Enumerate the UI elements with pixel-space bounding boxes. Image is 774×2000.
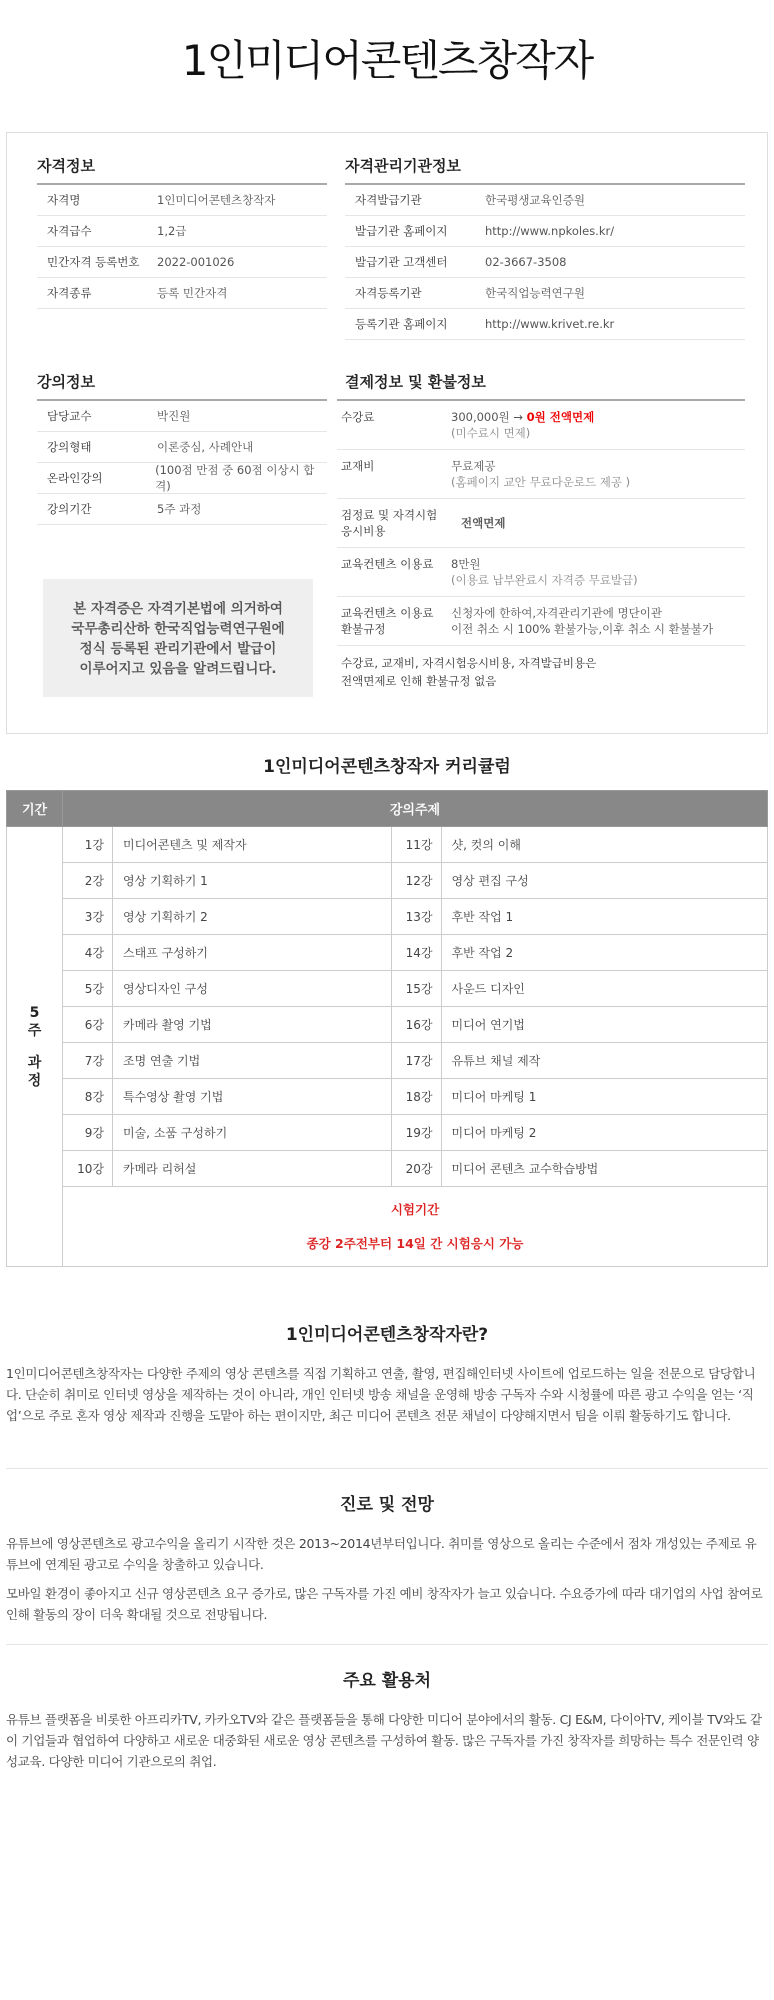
exam-label: 시험기간 [390,1201,440,1217]
exam-fee-key: 검정료 및 자격시험 [341,508,438,522]
lesson-title: 카메라 리허설 [113,1151,392,1187]
payment-heading: 결제정보 및 환불정보 [337,371,745,401]
lecture-row [37,463,327,494]
lesson-title: 미디어콘텐츠 및 제작자 [113,827,392,863]
qual-row [37,216,327,247]
career-paragraph: 모바일 환경이 좋아지고 신규 영상콘텐츠 요구 증가로, 많은 구독자를 가진 예비 창작자가 늘고 있습니다. 수요증가에 따라 대기업의 사업 참여로 인해 활동의 장이 더욱 확대될 것으로 전망됩니다. [6,1586,763,1622]
table-row [7,971,768,1007]
content-fee-row [337,548,745,597]
lecture-value: (100점 만점 중 60점 이상시 합격) [155,463,315,493]
lesson-title: 스태프 구성하기 [113,935,392,971]
refund-key: 교육컨텐츠 이용료 [341,606,434,620]
divider [6,1644,768,1645]
mgmt-key: 자격등록기관 [355,286,422,300]
usage-paragraph: 유튜브 플랫폼을 비롯한 아프리카TV, 카카오TV와 같은 플랫폼들을 통해 다양한 미디어 분야에서의 활동. CJ E&M, 다이아TV, 케이블 TV와도 같이 기업들과 협업하여 다양하고 새로운 대중화된 새로운 영상 콘텐츠를 구성하여 활동. 많은 구독자를 가진 창작자를 희망하는 특수 전문인력 양성교육. 다양한 미디어 기관으로의 취업. [6,1712,762,1769]
lesson-title: 후반 작업 2 [441,935,767,971]
content-fee-value: 8만원 [451,557,481,571]
payment-footer-line: 전액면제로 인해 환불규정 없음 [341,674,497,688]
qual-key: 자격급수 [47,224,92,238]
lesson-title: 미디어 콘텐츠 교수학습방법 [441,1151,767,1187]
qual-row [37,185,327,216]
refund-value-2: 이전 취소 시 100% 환불가능,이후 취소 시 환불불가 [451,622,714,636]
material-key: 교재비 [341,459,375,473]
lesson-number: 3강 [63,899,113,935]
fee-row [337,401,745,450]
mgmt-key: 발급기관 홈페이지 [355,224,448,238]
payment-footer [337,646,745,698]
lecture-row [37,494,327,525]
period-label: 5 [29,1004,40,1021]
lecture-value: 5주 과정 [157,502,202,516]
lesson-title: 샷, 컷의 이해 [441,827,767,863]
qual-value: 2022-001026 [157,255,235,269]
exam-cell [63,1187,768,1267]
career-heading: 진로 및 전망 [340,1495,434,1515]
curriculum-table [6,790,768,1267]
info-box [6,132,768,734]
mgmt-row [345,247,745,278]
mgmt-key: 등록기관 홈페이지 [355,317,448,331]
mgmt-row [345,185,745,216]
qual-value: 등록 민간자격 [157,286,228,300]
mgmt-info-section [345,155,745,340]
lesson-number: 19강 [391,1115,441,1151]
qual-key: 자격명 [47,193,81,207]
period-label: 정 [27,1072,42,1089]
table-row [7,1115,768,1151]
qual-value: 1인미디어콘텐츠창작자 [157,193,276,207]
lecture-key: 담당교수 [47,409,92,423]
table-row [7,899,768,935]
lecture-info-section [37,371,327,525]
lesson-number: 17강 [391,1043,441,1079]
fee-waived: 0원 전액면제 [526,410,595,424]
lesson-title: 유튜브 채널 제작 [441,1043,767,1079]
fee-note: (미수료시 면제) [451,426,531,440]
lesson-number: 1강 [63,827,113,863]
exam-fee-value: 전액면제 [461,516,506,530]
mgmt-row [345,278,745,309]
table-row [7,935,768,971]
material-value: 무료제공 [451,459,496,473]
lesson-title: 카메라 촬영 기법 [113,1007,392,1043]
fee-key: 수강료 [341,410,375,424]
table-row [7,1151,768,1187]
lecture-info-heading: 강의정보 [37,371,327,401]
lesson-title: 미디어 연기법 [441,1007,767,1043]
lesson-number: 12강 [391,863,441,899]
lesson-title: 영상 기획하기 1 [113,863,392,899]
exam-row [7,1187,768,1267]
lesson-number: 4강 [63,935,113,971]
lesson-number: 5강 [63,971,113,1007]
lesson-number: 18강 [391,1079,441,1115]
lecture-key: 강의형태 [47,440,92,454]
table-row [7,863,768,899]
qual-key: 자격종류 [47,286,92,300]
period-cell [7,827,63,1267]
career-paragraph: 유튜브에 영상콘텐츠로 광고수익을 올리기 시작한 것은 2013~2014년부터입니다. 취미를 영상으로 올리는 수준에서 점차 개성있는 주제로 유튜브에 연계된 광고로 수익을 창출하고 있습니다. [6,1536,757,1572]
mgmt-row [345,216,745,247]
notice-line: 본 자격증은 자격기본법에 의거하여 [73,601,283,617]
content-fee-key: 교육컨텐츠 이용료 [341,557,434,571]
table-row [7,1079,768,1115]
mgmt-value: 02-3667-3508 [485,255,567,269]
registry-homepage-link[interactable]: http://www.krivet.re.kr [485,317,615,331]
mgmt-info-heading: 자격관리기관정보 [345,155,745,185]
payment-footer-line: 수강료, 교재비, 자격시험응시비용, 자격발급비용은 [341,656,597,670]
notice-line: 국무총리산하 한국직업능력연구원에 [71,621,285,637]
period-label: 과 [27,1054,42,1071]
notice-box [43,579,313,697]
col-subject: 강의주제 [63,791,768,827]
fee-original: 300,000원 → [451,410,527,424]
career-section [6,1490,768,1633]
lesson-number: 7강 [63,1043,113,1079]
lesson-title: 미디어 마케팅 1 [441,1079,767,1115]
qual-row [37,247,327,278]
qual-key: 민간자격 등록번호 [47,255,140,269]
lesson-title: 조명 연출 기법 [113,1043,392,1079]
qual-row [37,278,327,309]
about-heading: 1인미디어콘텐츠창작자란? [285,1325,489,1345]
col-period: 기간 [7,791,63,827]
exam-description: 종강 2주전부터 14일 간 시험응시 가능 [306,1235,524,1251]
lesson-number: 10강 [63,1151,113,1187]
lecture-row [37,401,327,432]
about-paragraph: 1인미디어콘텐츠창작자는 다양한 주제의 영상 콘텐츠를 직접 기획하고 연출, 촬영, 편집해인터넷 사이트에 업로드하는 일을 전문으로 담당합니다. 단순히 취미로 인터넷 영상을 제작하는 것이 아니라, 개인 인터넷 방송 채널을 운영해 방송 구독자 수와 시청률에 따른 광고 수익을 얻는 ‘직업’으로 주로 혼자 영상 제작과 진행을 도맡아 하는 편이지만, 최근 미디어 콘텐츠 전문 채널이 다양해지면서 팀을 이뤄 활동하기도 합니다. [6,1366,756,1423]
notice-line: 이루어지고 있음을 알려드립니다. [79,661,277,677]
mgmt-row [345,309,745,340]
divider [6,1468,768,1469]
mgmt-value: 한국직업능력연구원 [485,286,585,300]
exam-fee-row [337,499,745,548]
lecture-row [37,432,327,463]
period-label: 주 [27,1022,42,1039]
lecture-key: 강의기간 [47,502,92,516]
mgmt-key: 발급기관 고객센터 [355,255,448,269]
lesson-title: 사운드 디자인 [441,971,767,1007]
usage-heading: 주요 활용처 [342,1671,432,1691]
lesson-number: 15강 [391,971,441,1007]
lesson-title: 영상 기획하기 2 [113,899,392,935]
lesson-number: 11강 [391,827,441,863]
qual-info-heading: 자격정보 [37,155,327,185]
lesson-number: 16강 [391,1007,441,1043]
lecture-key: 온라인강의 [47,471,103,485]
table-row [7,827,768,863]
lesson-title: 미술, 소품 구성하기 [113,1115,392,1151]
lecture-value: 박진원 [157,409,191,423]
table-row [7,1007,768,1043]
refund-value: 신청자에 한하여,자격관리기관에 명단이관 [451,606,662,620]
content-fee-note: (이용료 납부완료시 자격증 무료발급) [451,573,638,587]
mgmt-value: 한국평생교육인증원 [485,193,585,207]
material-note: (홈페이지 교안 무료다운로드 제공 ) [451,475,631,489]
lesson-title: 영상 편집 구성 [441,863,767,899]
lecture-value: 이론중심, 사례안내 [157,440,254,454]
mgmt-key: 자격발급기관 [355,193,422,207]
lesson-number: 14강 [391,935,441,971]
lesson-number: 2강 [63,863,113,899]
lesson-number: 6강 [63,1007,113,1043]
lesson-number: 13강 [391,899,441,935]
lesson-title: 후반 작업 1 [441,899,767,935]
material-row [337,450,745,499]
table-row [7,1043,768,1079]
lesson-number: 8강 [63,1079,113,1115]
lesson-number: 20강 [391,1151,441,1187]
lesson-number: 9강 [63,1115,113,1151]
qual-value: 1,2급 [157,224,187,238]
mgmt-homepage-link[interactable]: http://www.npkoles.kr/ [485,224,615,238]
page-title: 1인미디어콘텐츠창작자 [181,36,593,85]
lesson-title: 영상디자인 구성 [113,971,392,1007]
qual-info-section [37,155,327,309]
payment-section [337,371,745,698]
curriculum-title: 1인미디어콘텐츠창작자 커리큘럼 [263,757,511,777]
usage-section [6,1666,768,1780]
lesson-title: 특수영상 촬영 기법 [113,1079,392,1115]
exam-fee-key-2: 응시비용 [341,524,386,538]
refund-row [337,597,745,646]
refund-key-2: 환불규정 [341,622,386,636]
about-section [6,1320,768,1434]
lesson-title: 미디어 마케팅 2 [441,1115,767,1151]
notice-line: 정식 등록된 관리기관에서 발급이 [79,641,277,657]
